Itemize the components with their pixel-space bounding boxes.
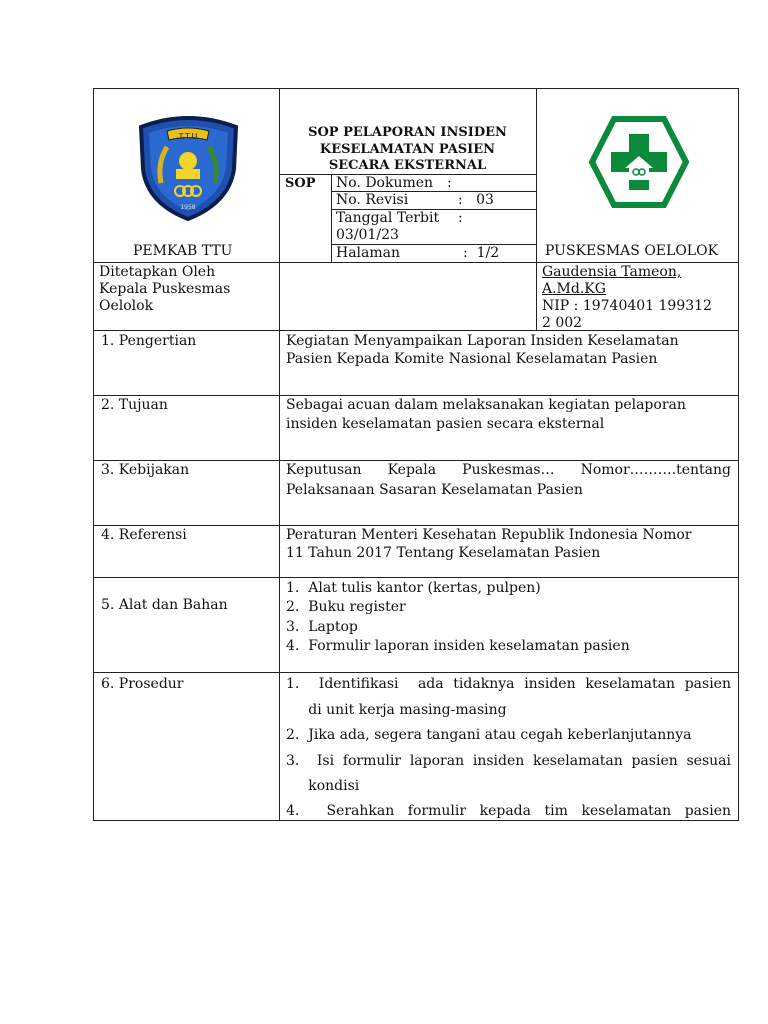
signer-nip-cont: 2 002 [542,315,583,331]
list-item: 3. Isi formulir laporan insiden keselamatan pasien sesuai [286,753,731,769]
signer-nip: NIP : 19740401 199312 [542,298,712,314]
right-caption: PUSKESMAS OELOLOK [545,243,719,259]
row-label-alat-bahan: 5. Alat dan Bahan [101,597,228,613]
row-text-referensi-2: 11 Tahun 2017 Tentang Keselamatan Pasien [286,545,601,561]
list-item: 2. Buku register [286,599,406,615]
row-label-pengertian: 1. Pengertian [101,333,197,349]
list-item: 1. Alat tulis kantor (kertas, pulpen) [286,580,541,596]
puskesmas-logo [589,116,689,208]
approval-line-2: Kepala Puskesmas [99,281,231,297]
approval-line-3: Oelolok [99,298,154,314]
signer-name: Gaudensia Tameon, [542,264,682,280]
list-item: kondisi [286,778,360,794]
list-item: di unit kerja masing-masing [286,702,507,718]
field-halaman-label: Halaman [336,245,401,261]
field-tanggal-value: 03/01/23 [336,227,399,243]
row-text-referensi-1: Peraturan Menteri Kesehatan Republik Indonesia Nomor [286,527,692,543]
field-no-dokumen-label: No. Dokumen [336,175,434,191]
list-item: 4. Formulir laporan insiden keselamatan pasien [286,638,630,654]
field-no-revisi-label: No. Revisi [336,192,409,208]
pemkab-ttu-logo [131,113,246,223]
approval-line-1: Ditetapkan Oleh [99,264,216,280]
row-label-tujuan: 2. Tujuan [101,397,168,413]
title-line-1: SOP PELAPORAN INSIDEN [308,125,507,140]
field-no-dokumen-value: : [447,175,452,191]
signer-title: A.Md.KG [542,281,606,297]
field-no-revisi-value: : 03 [458,192,494,208]
list-item: 1. Identifikasi ada tidaknya insiden keselamatan pasien [286,676,731,692]
row-label-referensi: 4. Referensi [101,527,187,543]
row-label-kebijakan: 3. Kebijakan [101,462,190,478]
row-text-tujuan-1: Sebagai acuan dalam melaksanakan kegiatan pelaporan [286,397,686,413]
row-text-tujuan-2: insiden keselamatan pasien secara eksternal [286,416,605,432]
title-line-2: KESELAMATAN PASIEN [319,142,496,157]
row-text-pengertian-2: Pasien Kepada Komite Nasional Keselamatan Pasien [286,351,658,367]
logo-left-year: 1958 [180,204,196,211]
logo-left-text: T.T.U [178,132,198,141]
field-tanggal-label: Tanggal Terbit [336,210,440,226]
row-text-kebijakan-1: Keputusan Kepala Puskesmas… Nomor……….tentang [286,462,731,478]
row-text-kebijakan-2: Pelaksanaan Sasaran Keselamatan Pasien [286,482,583,498]
field-halaman-value: : 1/2 [463,245,500,261]
left-caption: PEMKAB TTU [133,243,233,259]
list-item: 3. Laptop [286,619,358,635]
title-line-3: SECARA EKSTERNAL [328,158,487,173]
row-text-pengertian-1: Kegiatan Menyampaikan Laporan Insiden Keselamatan [286,333,679,349]
field-tanggal-colon: : [458,210,463,226]
list-item: 2. Jika ada, segera tangani atau cegah keberlanjutannya [286,727,692,743]
row-label-prosedur: 6. Prosedur [101,676,184,692]
list-item: 4. Serahkan formulir kepada tim keselamatan pasien [286,803,731,819]
sop-label: SOP [285,176,316,191]
